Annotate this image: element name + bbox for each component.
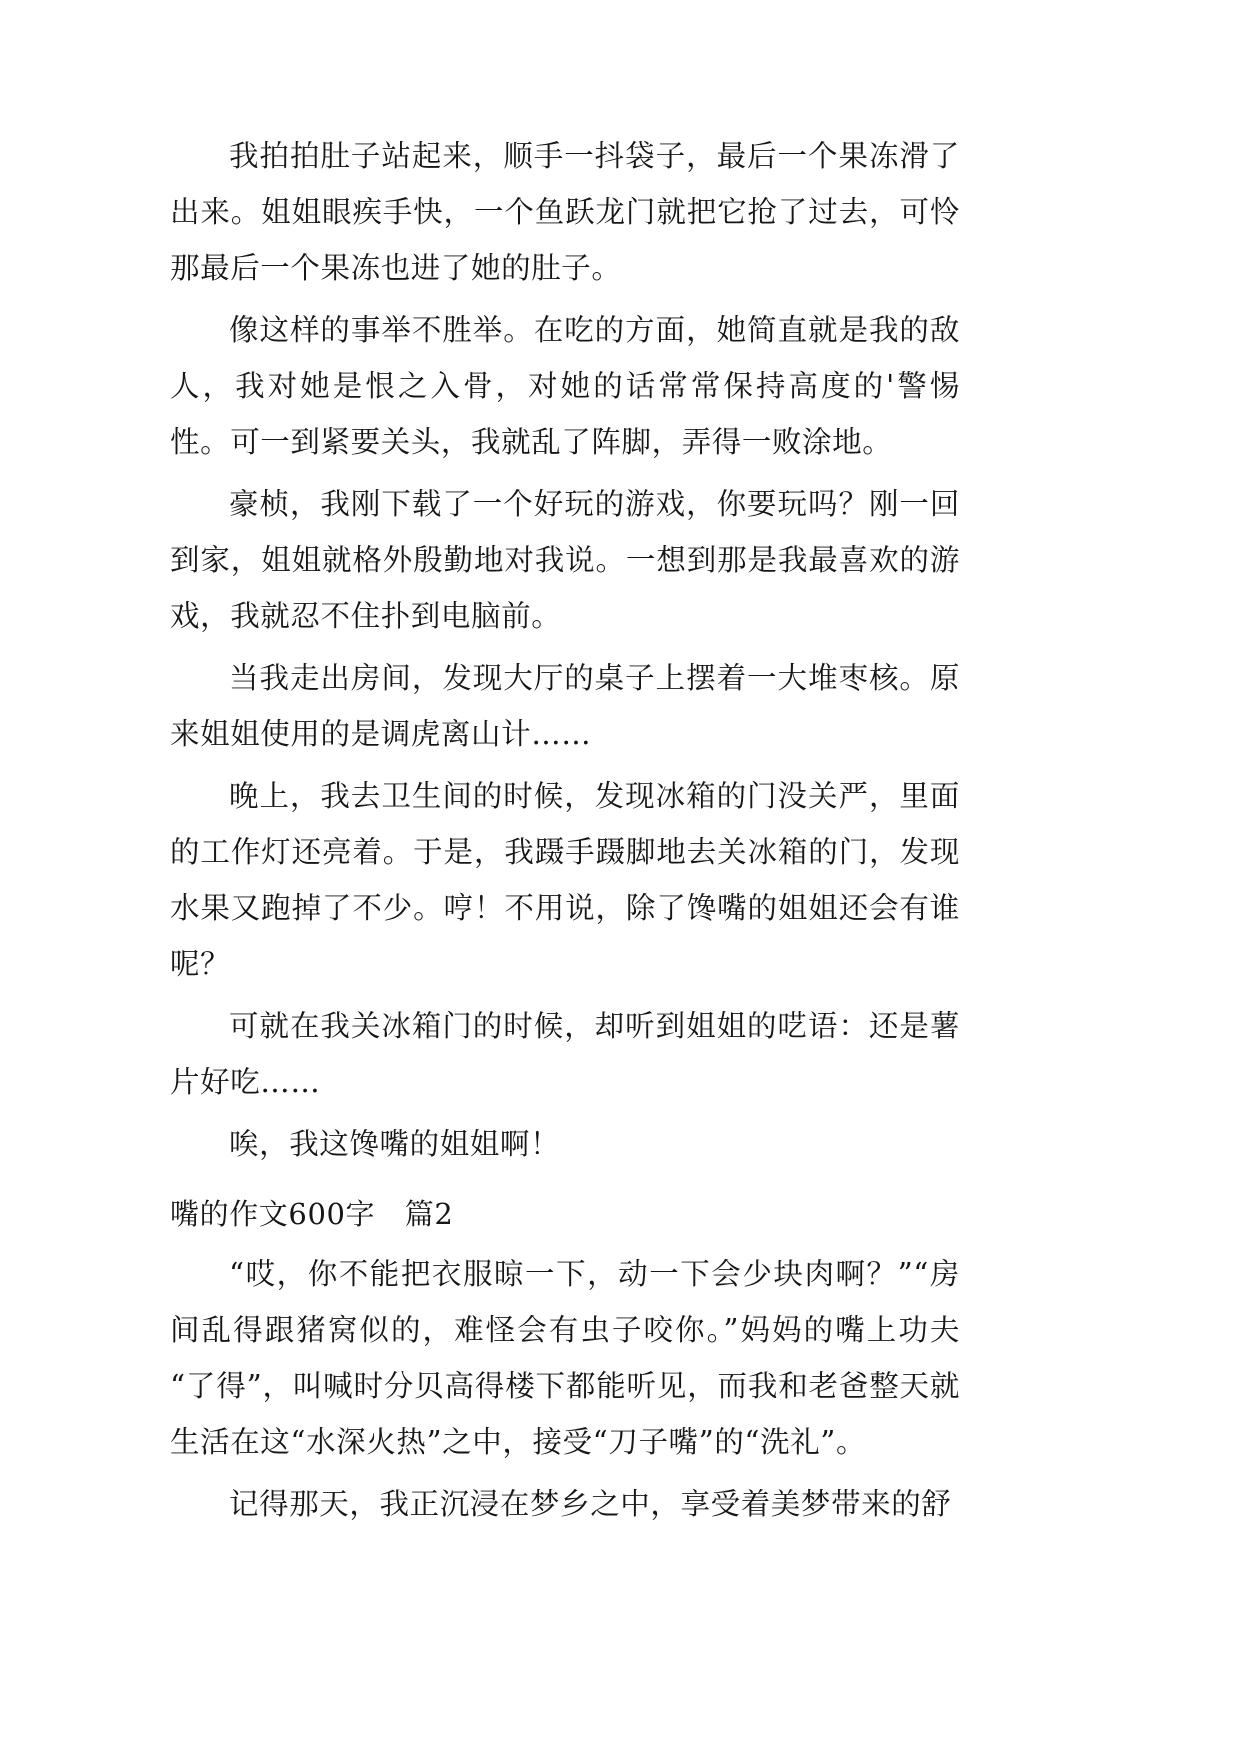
document-body	[170, 128, 960, 1538]
paragraph: 当我走出房间，发现大厅的桌子上摆着一大堆枣核。原来姐姐使用的是调虎离山计……	[170, 661, 960, 751]
paragraph: 晚上，我去卫生间的时候，发现冰箱的门没关严，里面的工作灯还亮着。于是，我蹑手蹑脚地去关冰箱的门，发现水果又跑掉了不少。哼！不用说，除了馋嘴的姐姐还会有谁呢？	[170, 779, 960, 981]
paragraph: “哎，你不能把衣服晾一下，动一下会少块肉啊？”“房间乱得跟猪窝似的，难怪会有虫子咬你。”妈妈的嘴上功夫“了得”，叫喊时分贝高得楼下都能听见，而我和老爸整天就生活在这“水深火热”之中，接受“刀子嘴”的“洗礼”。	[170, 1257, 960, 1459]
paragraph: 豪桢，我刚下载了一个好玩的游戏，你要玩吗？刚一回到家，姐姐就格外殷勤地对我说。一想到那是我最喜欢的游戏，我就忍不住扑到电脑前。	[170, 487, 960, 633]
paragraph: 我拍拍肚子站起来，顺手一抖袋子，最后一个果冻滑了出来。姐姐眼疾手快，一个鱼跃龙门就把它抢了过去，可怜那最后一个果冻也进了她的肚子。	[170, 139, 960, 285]
section-heading: 嘴的作文600字 篇2	[170, 1197, 454, 1231]
paragraph: 可就在我关冰箱门的时候，却听到姐姐的呓语：还是薯片好吃……	[170, 1009, 960, 1099]
paragraph: 唉，我这馋嘴的姐姐啊！	[229, 1127, 561, 1161]
paragraph: 像这样的事举不胜举。在吃的方面，她简直就是我的敌人，我对她是恨之入骨，对她的话常常保持高度的'警惕性。可一到紧要关头，我就乱了阵脚，弄得一败涂地。	[170, 313, 960, 459]
paragraph: 记得那天，我正沉浸在梦乡之中，享受着美梦带来的舒	[229, 1487, 952, 1521]
